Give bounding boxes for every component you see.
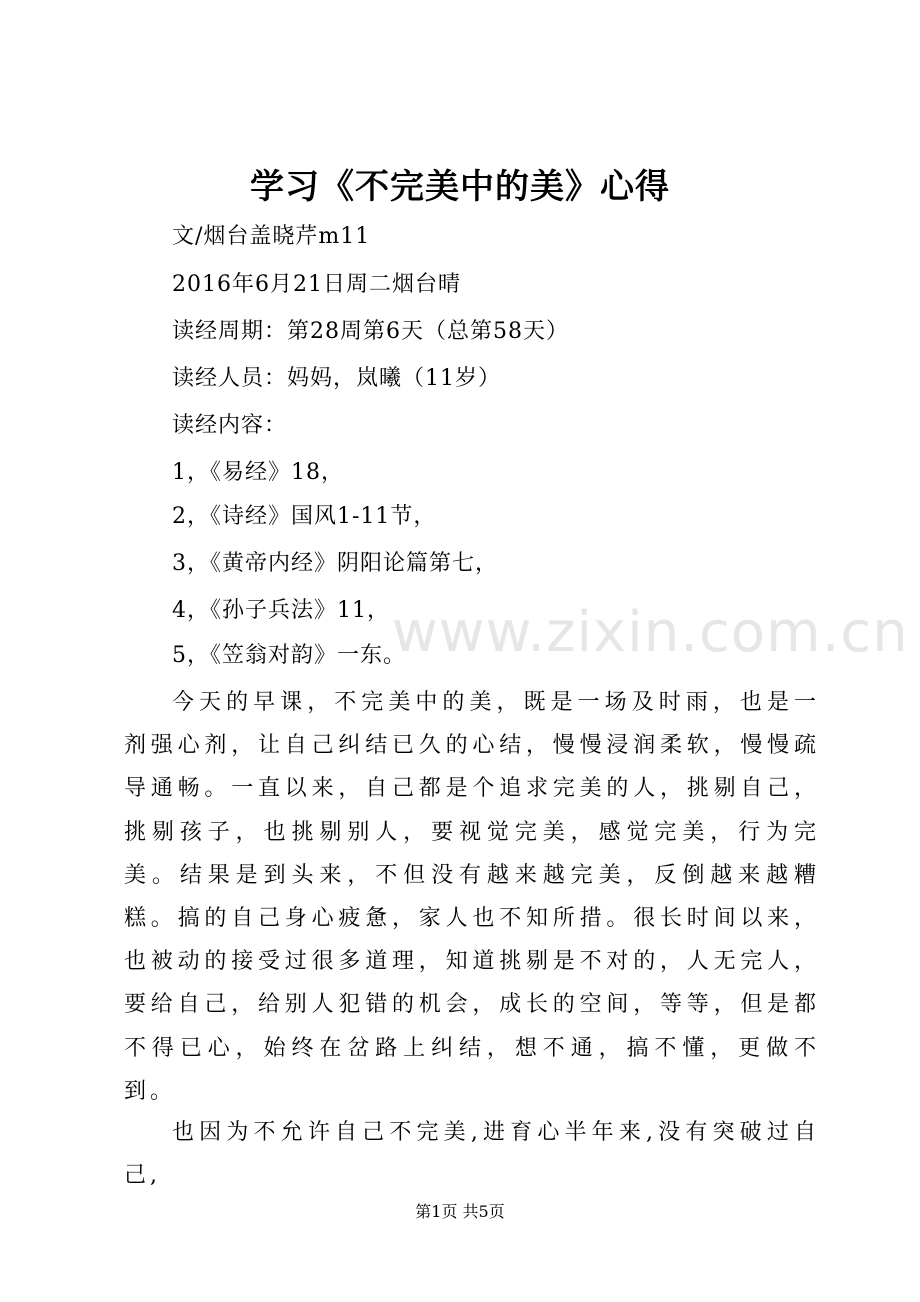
content-item: 2，《诗经》国风1-11节，	[172, 504, 437, 529]
body-paragraph: 也因为不允许自己不完美,进育心半年来,没有突破过自己,	[124, 1120, 820, 1189]
author-line: 文/烟台盖晓芹m11	[172, 224, 371, 249]
document-title: 学习《不完美中的美》心得	[250, 167, 670, 207]
content-item: 1，《易经》18，	[172, 460, 344, 485]
page-footer: 第1页 共5页	[415, 1202, 505, 1221]
reading-cycle-line: 读经周期：第28周第6天（总第58天）	[172, 319, 569, 344]
content-item: 4，《孙子兵法》11，	[172, 598, 390, 623]
content-item: 5，《笠翁对韵》一东。	[172, 643, 406, 668]
reading-content-heading: 读经内容：	[172, 413, 288, 438]
date-line: 2016年6月21日周二烟台晴	[172, 272, 461, 297]
watermark: www.zixin.com.cn	[392, 600, 909, 665]
content-item: 3，《黄帝内经》阴阳论篇第七，	[172, 551, 498, 576]
reading-people-line: 读经人员：妈妈，岚曦（11岁）	[172, 366, 501, 391]
body-paragraph: 今天的早课，不完美中的美，既是一场及时雨，也是一剂强心剂，让自己纠结已久的心结，慢慢浸润柔软，慢慢疏导通畅。一直以来，自己都是个追求完美的人，挑剔自己，挑剔孩子，也挑剔别人，要视觉完美，感觉完美，行为完美。结果是到头来，不但没有越来越完美，反倒越来越糟糕。搞的自己身心疲惫，家人也不知所措。很长时间以来，也被动的接受过很多道理，知道挑剔是不对的，人无完人，要给自己，给别人犯错的机会，成长的空间，等等，但是都不得已心，始终在岔路上纠结，想不通，搞不懂，更做不到。	[124, 690, 820, 1104]
